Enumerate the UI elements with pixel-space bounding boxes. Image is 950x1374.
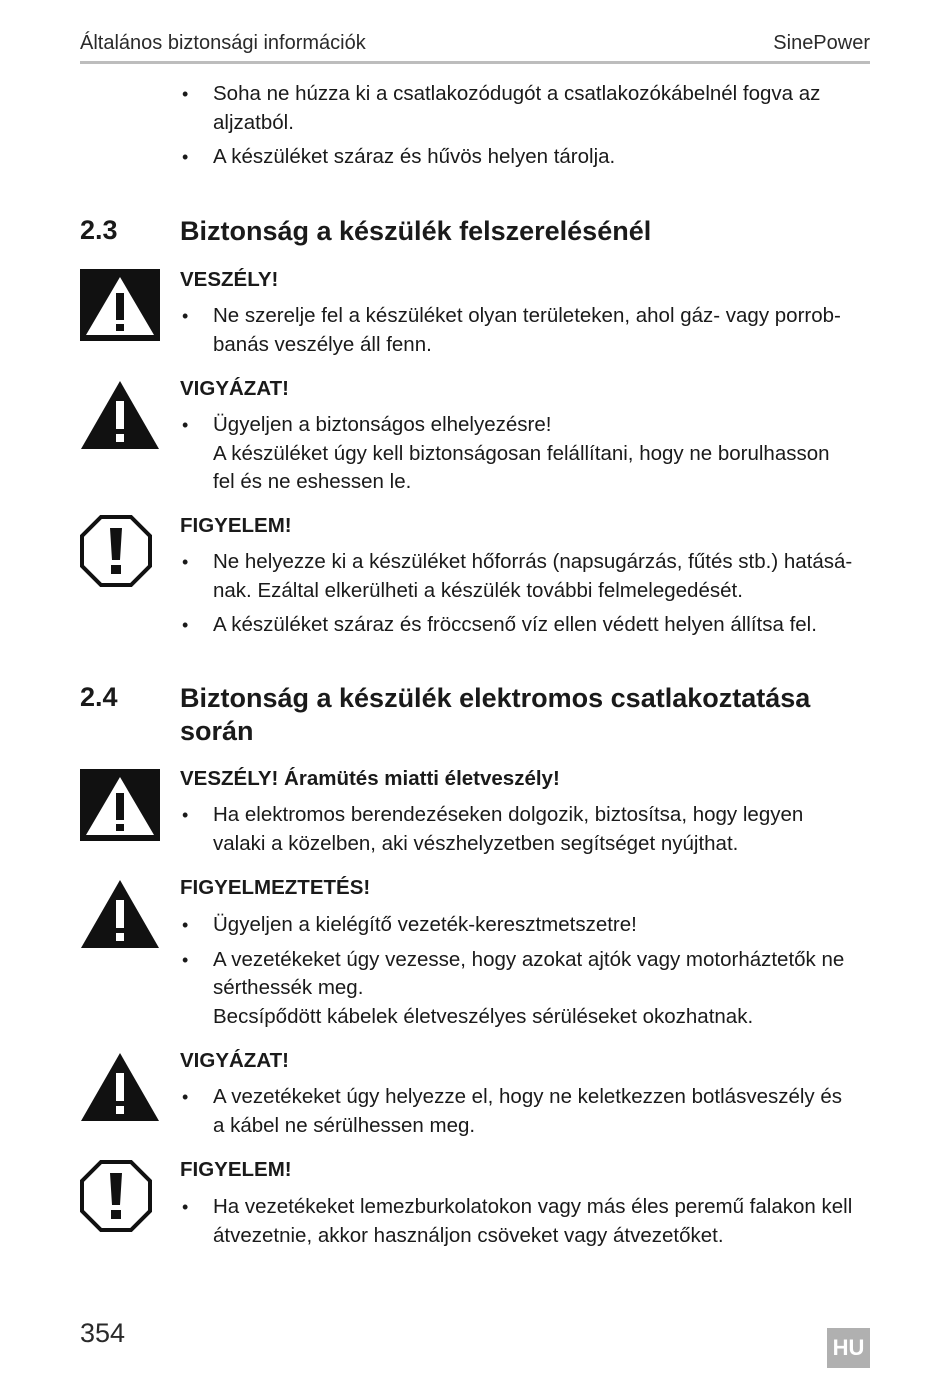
running-header-title: Általános biztonsági információk [80, 32, 366, 54]
list-item: • A vezetékeket úgy helyezze el, hogy ne keletkezzen botlásveszély és a kábel ne sérülhessen meg. [180, 1083, 870, 1140]
warning-triangle-icon [80, 878, 160, 955]
caution-triangle-icon [80, 379, 160, 456]
list-item: • Ha vezetékeket lemezburkolatokon vagy más éles peremű falakon kell átvezetnie, akkor használjon csöveket vagy átvezetőket. [180, 1193, 870, 1250]
language-badge: HU [827, 1328, 870, 1368]
list-item: • Ne szerelje fel a készüléket olyan területeken, ahol gáz- vagy porrob- banás veszélye áll fenn. [180, 302, 870, 359]
warning-bullet-list [180, 911, 870, 1037]
notice-octagon-icon [80, 515, 152, 592]
list-item: • Soha ne húzza ki a csatlakozódugót a csatlakozókábelnél fogva az aljzatból. [180, 80, 870, 137]
notice-signal-word: FIGYELEM! [180, 1158, 292, 1181]
danger-warning-icon [80, 769, 160, 846]
list-item: • Ha elektromos berendezéseken dolgozik, biztosítsa, hogy legyen valaki a közelben, aki vészhelyzetben segítséget nyújthat. [180, 801, 870, 858]
danger-signal-word: VESZÉLY! Áramütés miatti életveszély! [180, 767, 560, 790]
header-divider [80, 61, 870, 64]
list-item: • Ne helyezze ki a készüléket hőforrás (napsugárzás, fűtés stb.) hatásá- nak. Ezáltal elkerülheti a készülék további felmelegedését. [180, 548, 870, 605]
notice-bullet-list [180, 1193, 870, 1256]
caution-triangle-icon [80, 1051, 160, 1128]
intro-bullet-list [180, 80, 870, 178]
list-item: • A készüléket száraz és hűvös helyen tárolja. [180, 143, 870, 172]
list-item: • Ügyeljen a kielégítő vezeték-keresztmetszetre! [180, 911, 870, 940]
caution-bullet-list [180, 411, 870, 503]
danger-signal-word: VESZÉLY! [180, 268, 279, 291]
notice-bullet-list [180, 548, 870, 646]
danger-warning-icon [80, 269, 160, 346]
section-number: 2.4 [80, 682, 118, 712]
section-number: 2.3 [80, 215, 118, 245]
page-number: 354 [80, 1318, 126, 1348]
danger-bullet-list [180, 801, 870, 864]
list-item: • A készüléket száraz és fröccsenő víz ellen védett helyen állítsa fel. [180, 611, 870, 640]
danger-bullet-list [180, 302, 870, 365]
notice-signal-word: FIGYELEM! [180, 514, 292, 537]
warning-signal-word: FIGYELMEZTETÉS! [180, 876, 371, 899]
list-item: • Ügyeljen a biztonságos elhelyezésre! A készüléket úgy kell biztonságosan felállítani, hogy ne borulhasson fel és ne eshessen le. [180, 411, 870, 497]
caution-signal-word: VIGYÁZAT! [180, 1049, 289, 1072]
caution-signal-word: VIGYÁZAT! [180, 377, 289, 400]
caution-bullet-list [180, 1083, 870, 1146]
list-item: • A vezetékeket úgy vezesse, hogy azokat ajtók vagy motorháztetők ne sérthessék meg. Becsípődött kábelek életveszélyes sérüléseket okozhatnak. [180, 946, 870, 1032]
section-heading: Biztonság a készülék felszerelésénél [180, 216, 652, 246]
section-heading: Biztonság a készülék elektromos csatlakoztatása során [180, 683, 811, 746]
notice-octagon-icon [80, 1160, 152, 1237]
running-header-product: SinePower [773, 32, 870, 54]
